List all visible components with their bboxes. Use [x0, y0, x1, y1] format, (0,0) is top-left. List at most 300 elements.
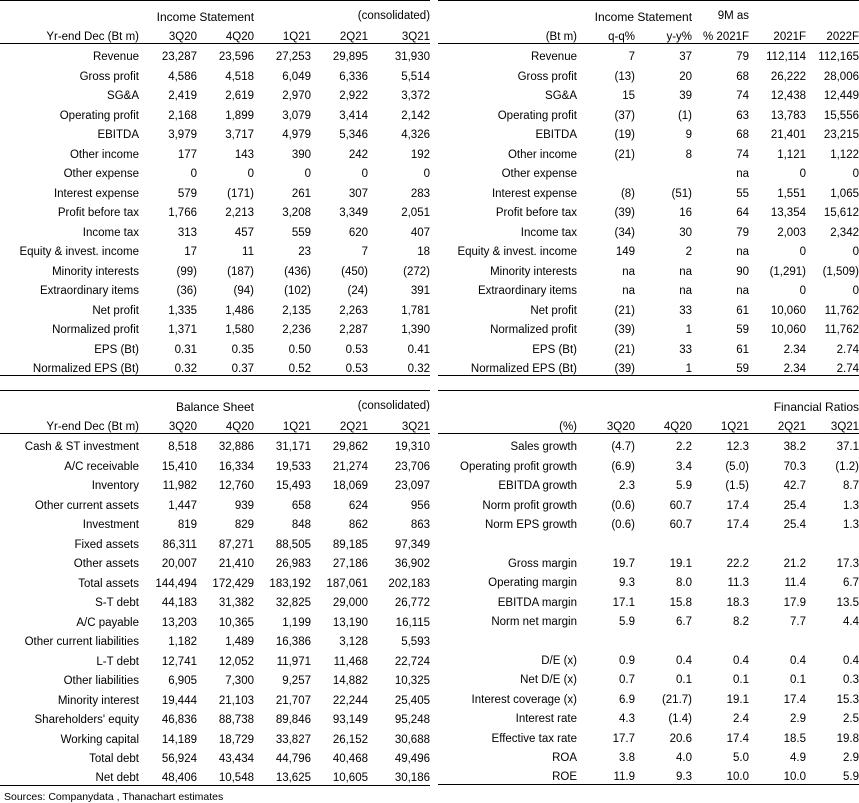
table-row [0, 83, 430, 103]
table-row [0, 259, 430, 279]
cell-value: 3,349 [339, 207, 368, 219]
cell-value: 22,244 [332, 694, 368, 707]
span-header-filler-2 [806, 1, 859, 23]
cell-value: 12,449 [823, 90, 859, 102]
row-label: EPS (Bt) [532, 343, 577, 356]
row-label: Operating profit [497, 109, 577, 122]
table-row [438, 726, 859, 746]
cell-value [577, 532, 635, 551]
income-statement-left-rows [0, 44, 430, 376]
row-label: Fixed assets [74, 538, 139, 551]
cell-value: 21,707 [275, 694, 311, 707]
cell-value: (6.9) [611, 460, 635, 473]
cell-value: 1,580 [225, 324, 254, 336]
financial-ratios-data-table [438, 434, 859, 785]
table-row [438, 512, 859, 532]
cell-value: 0.37 [197, 356, 254, 376]
table-title: Balance Sheet [0, 391, 254, 413]
cell-value: 43,434 [218, 753, 254, 765]
cell-value: 29,000 [332, 597, 368, 609]
column-header-1q21: 1Q21 [254, 23, 311, 44]
cell-value: 3,717 [225, 129, 254, 141]
table-row [438, 220, 859, 240]
cell-value: 19,310 [394, 441, 430, 453]
cell-value: 25,405 [394, 694, 430, 707]
cell-value: 11.4 [784, 577, 806, 589]
cell-value: 1,447 [168, 499, 197, 512]
row-label: Other expense [501, 168, 577, 180]
cell-value: 17.9 [783, 596, 806, 609]
income-statement-left-body-container [0, 44, 430, 376]
table-row [0, 590, 430, 610]
cell-value: 74 [736, 148, 749, 161]
cell-value: 42.7 [783, 480, 806, 492]
balance-sheet-body-container [0, 434, 430, 803]
cell-value: 6,049 [282, 70, 311, 83]
cell-value: (8) [620, 187, 635, 200]
row-label: EBITDA [97, 129, 139, 141]
income-statement-right-rows [438, 44, 859, 376]
cell-value: 0 [190, 168, 197, 180]
cell-value: 64 [736, 207, 749, 219]
row-label: Net debt [0, 766, 139, 786]
cell-value: 27,253 [275, 51, 311, 63]
cell-value: 22,724 [394, 655, 430, 668]
cell-value: 31,930 [394, 51, 430, 63]
cell-value: 172,429 [212, 577, 254, 590]
cell-value: 202,183 [388, 577, 430, 590]
cell-value: 8.0 [676, 577, 692, 589]
column-header-pct-2021f: % 2021F [692, 23, 749, 44]
table-row [0, 688, 430, 708]
cell-value: 68 [736, 70, 749, 83]
cell-value: 2,287 [339, 324, 368, 336]
cell-value: 90 [736, 265, 749, 278]
row-label: A/C payable [76, 616, 139, 629]
column-header-3q21: 3Q21 [368, 413, 430, 434]
table-row [438, 337, 859, 357]
cell-value: 95,248 [394, 714, 430, 726]
row-label: SG&A [545, 90, 577, 102]
cell-value: 7 [361, 246, 368, 258]
cell-value: 60.7 [669, 519, 692, 531]
cell-value: 313 [177, 226, 197, 239]
row-label: Norm profit growth [482, 499, 577, 512]
income-statement-right-data-table [438, 44, 859, 376]
cell-value: 26,222 [770, 70, 806, 83]
cell-value: 55 [736, 187, 749, 200]
row-label: Other assets [73, 558, 139, 570]
cell-value: 0 [852, 168, 859, 180]
bottom-tables-body-row [0, 434, 859, 803]
cell-value: na [679, 285, 692, 297]
cell-value: 3.4 [676, 460, 692, 473]
cell-value: 10.0 [692, 765, 749, 785]
cell-value: 1 [635, 356, 692, 376]
cell-value: 2.34 [783, 343, 806, 356]
cell-value: 0 [247, 168, 254, 180]
cell-value: 6,336 [339, 70, 368, 83]
cell-value: 89,846 [275, 714, 311, 726]
income-statement-right-body-container [430, 44, 859, 376]
cell-value: 21,401 [770, 129, 806, 141]
table-row [0, 298, 430, 318]
cell-value: 0 [304, 168, 311, 180]
cell-value: 15,493 [275, 480, 311, 492]
cell-value: 88,738 [218, 714, 254, 726]
cell-value: 624 [348, 499, 368, 512]
cell-value: 390 [291, 148, 311, 161]
cell-value: 2,135 [282, 304, 311, 317]
column-header-row [0, 413, 430, 434]
cell-value: 32,886 [218, 441, 254, 453]
cell-value: 17.4 [726, 499, 749, 512]
row-label: EBITDA growth [498, 480, 577, 492]
cell-value: (1.2) [835, 460, 859, 473]
row-label: ROE [438, 765, 577, 785]
cell-value: 15.3 [836, 693, 859, 706]
column-header-1q21: 1Q21 [692, 413, 749, 434]
table-row [438, 181, 859, 201]
column-header-row [438, 23, 859, 44]
cell-value: 1,182 [168, 636, 197, 648]
table-row [438, 298, 859, 318]
cell-value: 17.4 [726, 732, 749, 745]
table-row [0, 668, 430, 688]
table-title-row [0, 391, 430, 413]
cell-value: 19.8 [836, 732, 859, 745]
cell-value: 17.4 [783, 693, 806, 706]
cell-value: 1,781 [401, 304, 430, 317]
cell-value: 457 [234, 226, 254, 239]
row-label: Revenue [530, 51, 577, 63]
cell-value: 2,003 [777, 226, 806, 239]
cell-value: 5,346 [339, 129, 368, 141]
cell-value: 2.34 [749, 356, 806, 376]
row-label: Working capital [60, 733, 139, 746]
cell-value: 2,970 [282, 90, 311, 102]
row-label: Interest expense [491, 187, 577, 200]
row-label: Norm EPS growth [484, 519, 577, 531]
cell-value: 10,060 [770, 304, 806, 317]
row-label: Other income [69, 148, 139, 161]
cell-value: 10,605 [311, 766, 368, 786]
cell-value: 0.1 [676, 674, 692, 686]
cell-value: (0.6) [611, 499, 635, 512]
cell-value: 20 [679, 70, 692, 83]
row-label: Income tax [82, 226, 139, 239]
cell-value: 8.2 [733, 616, 749, 628]
cell-value: 86,311 [162, 538, 197, 551]
row-label: Profit before tax [57, 207, 139, 219]
cell-value: 17.4 [726, 519, 749, 531]
cell-value: 26,983 [275, 558, 311, 570]
table-row [0, 337, 430, 357]
cell-value: 2,142 [401, 109, 430, 122]
row-label: Equity & invest. income [19, 246, 139, 258]
cell-value: (187) [227, 265, 254, 278]
cell-value: 8.7 [843, 480, 859, 492]
table-row [0, 64, 430, 84]
spacer-row [438, 629, 859, 648]
cell-value: 848 [291, 519, 311, 531]
cell-value: 32,825 [275, 597, 311, 609]
cell-value: 112,114 [766, 51, 806, 63]
cell-value: 12,438 [770, 90, 806, 102]
cell-value: 0 [852, 246, 859, 258]
table-row [438, 317, 859, 337]
balance-sheet-header-body [0, 391, 430, 434]
cell-value: 1,122 [830, 148, 859, 161]
income-statement-right-container [430, 0, 859, 44]
cell-value: 8 [685, 148, 692, 161]
cell-value: 79 [736, 226, 749, 239]
table-row [0, 512, 430, 532]
cell-value: 21,274 [332, 460, 368, 473]
row-label: Effective tax rate [491, 732, 577, 745]
cell-value: 11 [242, 246, 254, 258]
cell-value: 61 [736, 343, 749, 356]
cell-value: 3,372 [401, 90, 430, 102]
row-label: Net profit [530, 304, 577, 317]
column-header-3q20: 3Q20 [139, 413, 197, 434]
table-row [0, 727, 430, 747]
cell-value: na [679, 265, 692, 278]
cell-value: (99) [176, 265, 197, 278]
table-title: Financial Ratios [438, 391, 859, 413]
cell-value: 31,171 [275, 441, 311, 453]
table-row [0, 493, 430, 513]
cell-value: 0 [361, 168, 368, 180]
table-row [0, 317, 430, 337]
cell-value: 33,827 [275, 733, 311, 746]
table-row [438, 706, 859, 726]
column-header-3q20: 3Q20 [577, 413, 635, 434]
cell-value: 9 [685, 129, 692, 141]
cell-value: 0.1 [733, 674, 749, 686]
cell-value: 0 [799, 246, 806, 258]
cell-value: (21) [614, 304, 635, 317]
bottom-tables-header-row [0, 390, 859, 434]
cell-value: (1.4) [668, 713, 692, 725]
cell-value: 13,625 [254, 766, 311, 786]
cell-value: 11.9 [577, 765, 635, 785]
column-header-3q20: 3Q20 [139, 23, 197, 44]
cell-value [577, 161, 635, 181]
cell-value: 63 [736, 109, 749, 122]
column-header-1q21: 1Q21 [254, 413, 311, 434]
cell-value: 9,257 [282, 675, 311, 687]
column-header-3q21: 3Q21 [368, 23, 430, 44]
table-row [0, 629, 430, 649]
cell-value: 112,165 [818, 51, 859, 63]
cell-value: 391 [410, 285, 430, 297]
top-tables-body-row [0, 44, 859, 376]
consolidated-note: (consolidated) [254, 1, 430, 23]
row-label: Other current assets [34, 499, 139, 512]
cell-value: 30,186 [368, 766, 430, 786]
cell-value: 2 [685, 246, 692, 258]
row-header-label: (Bt m) [438, 23, 577, 44]
cell-value: 2,213 [225, 207, 254, 219]
row-label: Total debt [89, 753, 139, 765]
table-row [438, 745, 859, 765]
cell-value: (51) [671, 187, 692, 200]
cell-value: 15,612 [823, 207, 859, 219]
cell-value: 1.3 [843, 519, 859, 531]
cell-value: na [622, 265, 635, 278]
balance-sheet-table [0, 390, 430, 434]
cell-value: na [622, 285, 635, 297]
table-row [0, 200, 430, 220]
table-row [438, 570, 859, 590]
table-row [438, 493, 859, 513]
cell-value [806, 629, 859, 648]
cell-value: 38.2 [783, 441, 806, 453]
cell-value: 7.7 [790, 616, 806, 628]
cell-value: 0 [799, 285, 806, 297]
cell-value: 19,533 [275, 460, 311, 473]
cell-value: 2.9 [790, 713, 806, 725]
cell-value: 87,271 [218, 538, 254, 551]
cell-value: 60.7 [669, 499, 692, 512]
cell-value: 23,706 [394, 460, 430, 473]
cell-value: 3.8 [619, 752, 635, 764]
row-label: Normalized profit [52, 324, 139, 336]
row-label: Normalized EPS (Bt) [438, 356, 577, 376]
cell-value: (19) [614, 129, 635, 141]
cell-value: 0.41 [407, 343, 430, 356]
cell-value: 10.0 [749, 765, 806, 785]
income-statement-left-body [0, 1, 430, 44]
cell-value: 0.4 [676, 654, 692, 667]
cell-value: 4.9 [790, 752, 806, 764]
table-row [438, 454, 859, 474]
cell-value [806, 532, 859, 551]
cell-value: 29,862 [332, 441, 368, 453]
column-header-yoy: y-y% [635, 23, 692, 44]
cell-value: 242 [348, 148, 368, 161]
cell-value: 3,128 [339, 636, 368, 648]
table-row [438, 551, 859, 571]
cell-value: 2.3 [619, 480, 635, 492]
cell-value: 16 [679, 207, 692, 219]
table-row [438, 259, 859, 279]
cell-value: 21,103 [218, 694, 254, 707]
row-label: Minority interests [490, 265, 577, 278]
cell-value: 30,688 [394, 733, 430, 746]
row-label: Normalized EPS (Bt) [0, 356, 139, 376]
cell-value: 2.2 [676, 441, 692, 453]
cell-value: (436) [284, 265, 311, 278]
row-label: Total assets [78, 577, 139, 590]
cell-value: 10,325 [394, 675, 430, 687]
cell-value: 3,979 [168, 129, 197, 141]
cell-value: (21) [614, 148, 635, 161]
cell-value: 0.53 [311, 356, 368, 376]
row-label: Operating profit [59, 109, 139, 122]
table-row [0, 142, 430, 162]
cell-value: 16,386 [275, 636, 311, 648]
column-header-4q20: 4Q20 [197, 413, 254, 434]
cell-value: 2.9 [843, 752, 859, 764]
column-header-4q20: 4Q20 [197, 23, 254, 44]
cell-value: 1,121 [777, 148, 806, 161]
cell-value: 177 [177, 148, 197, 161]
table-title-row [0, 1, 430, 23]
cell-value: 18,729 [218, 733, 254, 746]
row-label: S-T debt [95, 597, 139, 609]
row-label: Norm net margin [491, 616, 577, 628]
cell-value [692, 532, 749, 551]
table-row [438, 44, 859, 64]
cell-value: 11.3 [727, 577, 749, 589]
cell-value: 6.7 [843, 577, 859, 589]
table-row [438, 473, 859, 493]
row-label: Net D/E (x) [520, 674, 577, 686]
cell-value: 37.1 [836, 441, 859, 453]
cell-value: 1,766 [168, 207, 197, 219]
cell-value: 183,192 [269, 577, 311, 590]
row-label: Net profit [92, 304, 139, 317]
cell-value: 18,069 [332, 480, 368, 492]
balance-sheet-container [0, 390, 430, 434]
cell-value: 19.7 [612, 557, 635, 570]
cell-value: 5.9 [676, 480, 692, 492]
cell-value: 0.9 [619, 654, 635, 667]
table-row [0, 356, 430, 376]
cell-value: 25.4 [783, 499, 806, 512]
cell-value: 29,895 [332, 51, 368, 63]
cell-value: 18.3 [726, 596, 749, 609]
table-row [0, 103, 430, 123]
cell-value [749, 532, 806, 551]
cell-value: (5.0) [725, 460, 749, 473]
row-label: A/C receivable [64, 460, 139, 473]
row-label: Inventory [91, 480, 139, 492]
cell-value: 31,382 [218, 597, 254, 609]
cell-value: 407 [410, 226, 430, 239]
cell-value: 68 [736, 129, 749, 141]
row-label: Extraordinary items [39, 285, 139, 297]
cell-value: 12,741 [161, 655, 197, 668]
top-tables-row [0, 0, 859, 44]
cell-value: 40,468 [332, 753, 368, 765]
cell-value: 0 [799, 168, 806, 180]
balance-sheet-data-table [0, 434, 430, 786]
cell-value: na [736, 246, 749, 258]
cell-value: 12,760 [218, 480, 254, 492]
column-header-row [0, 23, 430, 44]
cell-value: 11,982 [162, 480, 197, 492]
cell-value: 6,905 [168, 675, 197, 687]
cell-value: 4.4 [843, 616, 859, 628]
row-label: Operating profit growth [460, 460, 577, 473]
cell-value [635, 532, 692, 551]
cell-value: (1,291) [769, 265, 806, 278]
row-label: ROA [552, 752, 577, 764]
cell-value: 620 [348, 226, 368, 239]
cell-value: 33 [679, 304, 692, 317]
cell-value: 49,496 [394, 753, 430, 765]
row-label [438, 629, 577, 648]
cell-value: 20.6 [669, 732, 692, 745]
cell-value: 21,410 [218, 558, 254, 570]
cell-value: 863 [410, 519, 430, 531]
cell-value: 0.35 [231, 343, 254, 356]
cell-value: 0 [423, 168, 430, 180]
cell-value: 15 [622, 90, 635, 102]
